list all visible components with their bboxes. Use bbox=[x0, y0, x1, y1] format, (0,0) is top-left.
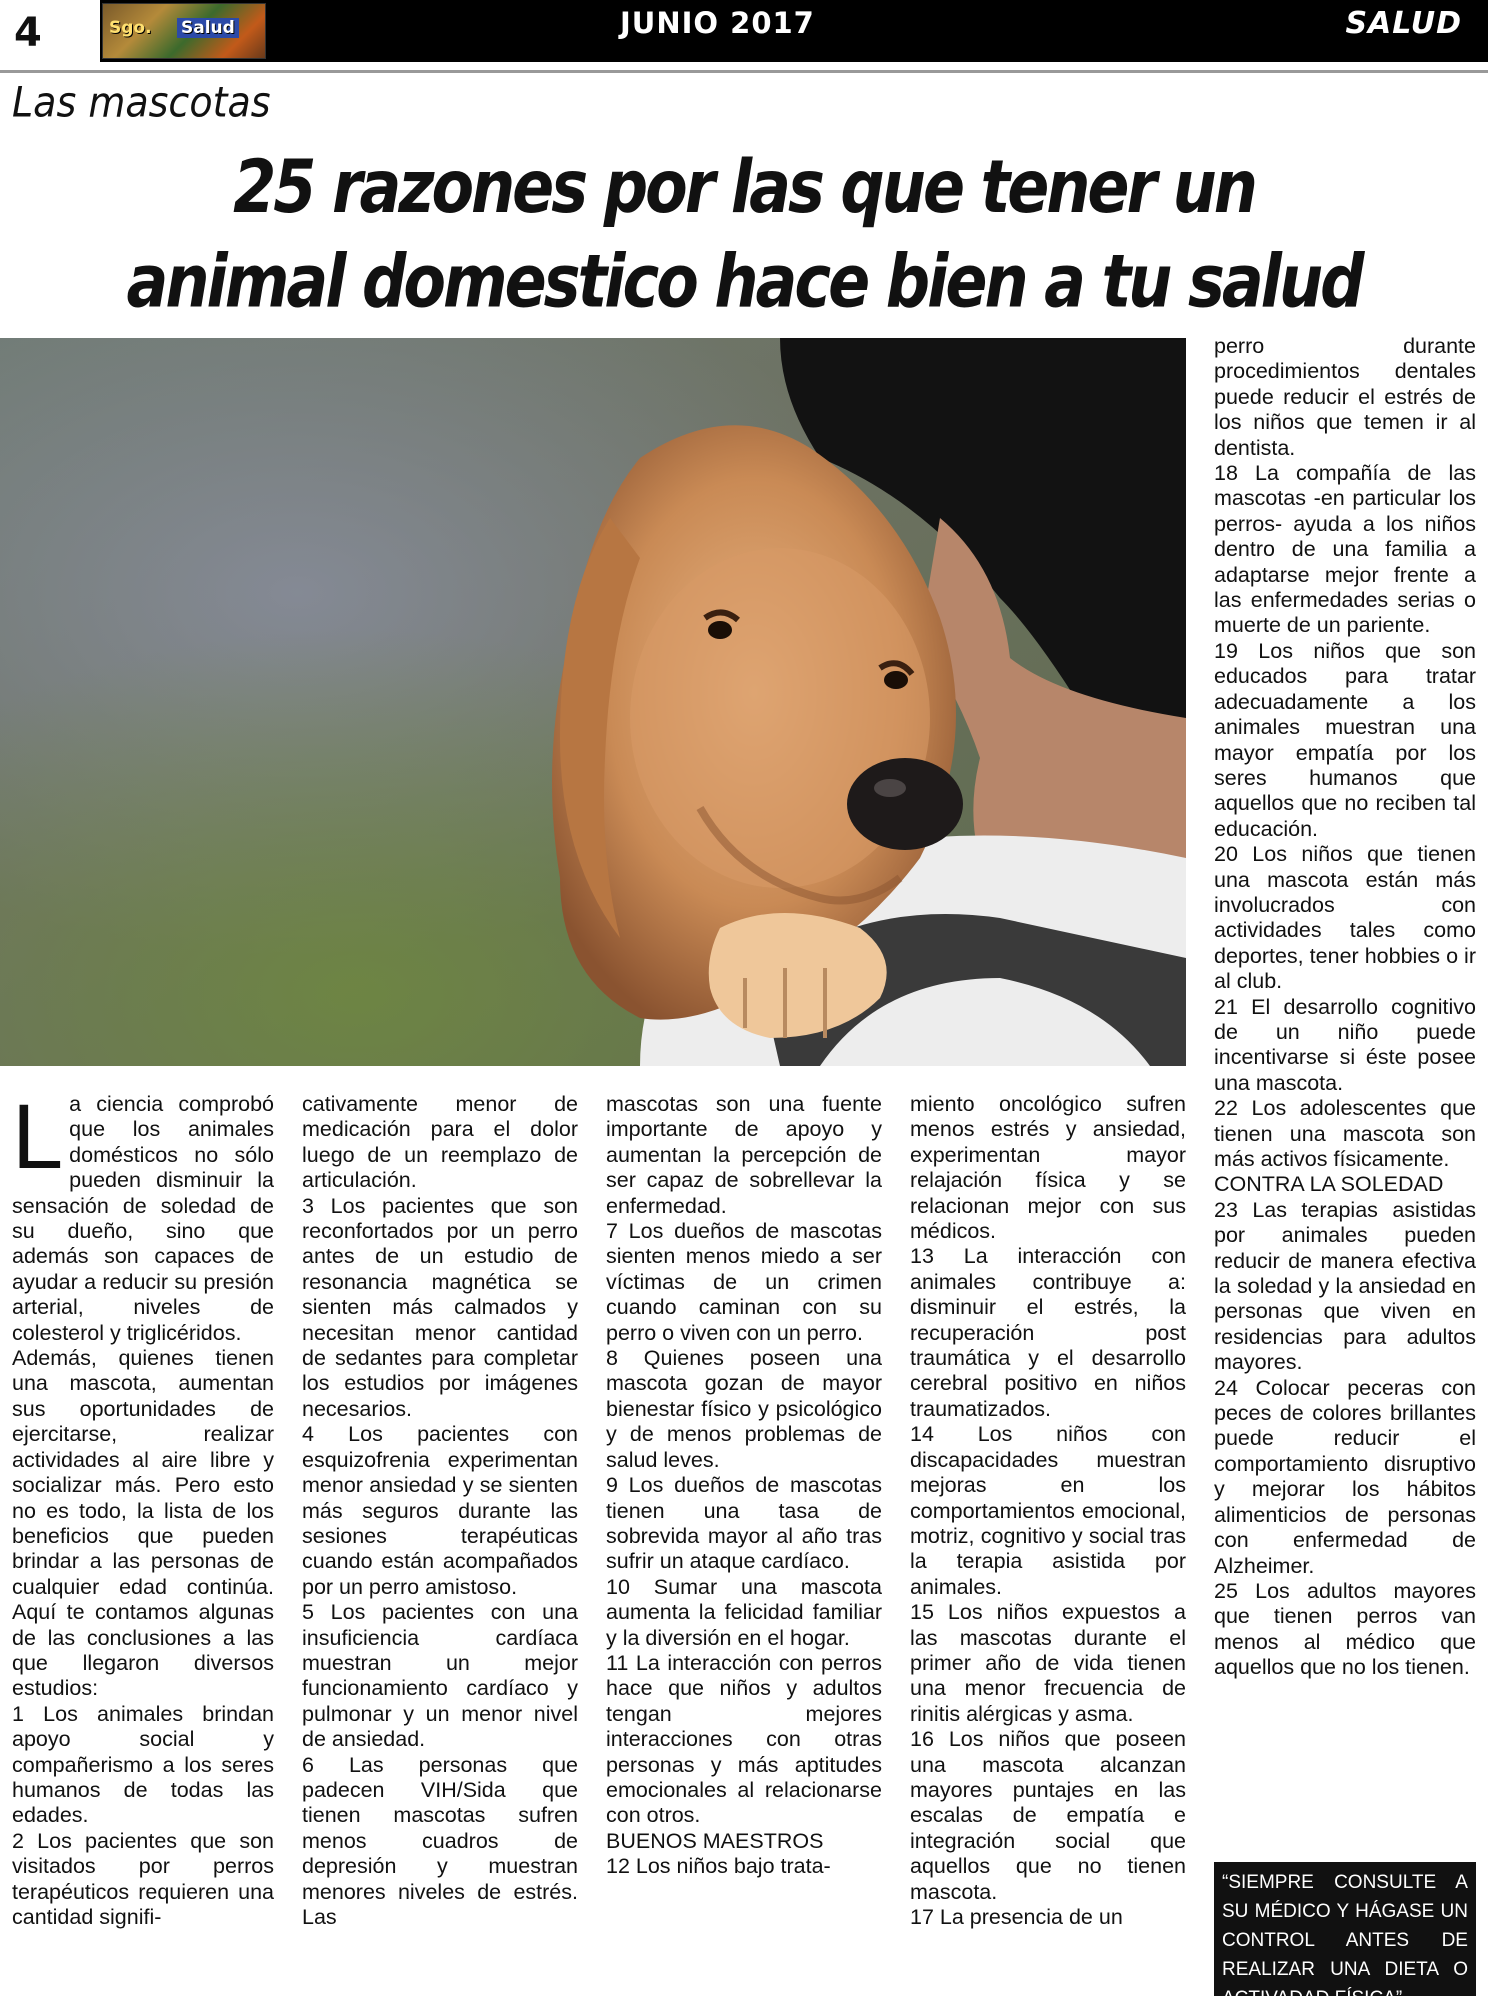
logo-text-salud: Salud bbox=[177, 18, 239, 38]
logo-text: Sgo. bbox=[109, 18, 152, 38]
article-column-5: perro durante procedimientos dentales puede reducir el estrés de los niños que temen ir al dentista. 18 La compañía de las mascotas -en particular los perros- ayuda a los niños dentro de una familia a adaptarse mejor frente a las enfermedades serias o muerte de un pariente. 19 Los niños que son educados para tratar adecuadamente a los animales muestran una mayor empatía por los seres humanos que aquellos que no reciben tal educación. 20 Los niños que tienen una mascota están más involucrados con actividades tales como deportes, tener hobbies o ir al club. 21 El desarrollo cognitivo de un niño puede incentivarse si éste posee una mascota. 22 Los adolescentes que tienen una mascota son más activos físicamente. CONTRA LA SOLEDAD 23 Las terapias asistidas por animales pueden reducir de manera efectiva la soledad y la ansiedad en personas que viven en residencias para adultos mayores. 24 Colocar peceras con peces de colores brillantes puede reducir el comportamiento disruptivo y mejorar los hábitos alimenticios de personas con enfermedad de Alzheimer. 25 Los adultos mayores que tienen perros van menos al médico que aquellos que no los tienen. bbox=[1214, 334, 1476, 1680]
issue-date: JUNIO 2017 bbox=[620, 6, 815, 40]
health-advice-box: “SIEMPRE CONSULTE A SU MÉDICO Y HÁGASE UN CONTROL ANTES DE REALIZAR UNA DIETA O ACTIVADAD FÍSICA” bbox=[1214, 1862, 1476, 1996]
drop-cap: L bbox=[12, 1086, 64, 1188]
article-column-3: mascotas son una fuente importante de apoyo y aumentan la percepción de ser capaz de sobrellevar la enfermedad. 7 Los dueños de mascotas sienten menos miedo a ser víctimas de un crimen cuando caminan con su perro o viven con un perro. 8 Quienes poseen una mascota gozan de mayor bienestar físico y psicológico y de menos problemas de salud leves. 9 Los dueños de mascotas tienen una tasa de sobrevida mayor al año tras sufrir un ataque cardíaco. 10 Sumar una mascota aumenta la felicidad familiar y la diversión en el hogar. 11 La interacción con perros hace que niños y adultos tengan mejores interacciones con otras personas y más aptitudes emocionales al relacionarse con otros. BUENOS MAESTROS 12 Los niños bajo trata- bbox=[606, 1092, 882, 1879]
article-title bbox=[0, 140, 1488, 329]
section-name: SALUD bbox=[1345, 6, 1462, 41]
golden-retriever-photo-illustration bbox=[0, 338, 1186, 1066]
article-column-1 bbox=[12, 1086, 274, 1930]
header-rule bbox=[0, 70, 1488, 73]
article-column-2: cativamente menor de medicación para el dolor luego de un reemplazo de articulación. 3 Los pacientes que son reconfortados por un perro antes de un estudio de resonancia magnética se sienten más calmados y necesitan menor cantidad de sedantes para completar los estudios por imágenes necesarios. 4 Los pacientes con esquizofrenia experimentan menor ansiedad y se sienten más seguros durante las sesiones terapéuticas cuando están acompañados por un perro amistoso. 5 Los pacientes con una insuficiencia cardíaca muestran un mejor funcionamiento cardíaco y pulmonar y un menor nivel de ansiedad. 6 Las personas que padecen VIH/Sida que tienen mascotas sufren menos cuadros de depresión y muestran menores niveles de estrés. Las bbox=[302, 1092, 578, 1929]
article-title-line2: animal domestico hace bien a tu salud bbox=[126, 237, 1362, 325]
article-title-line1: 25 razones por las que tener un bbox=[233, 143, 1255, 230]
article-column-4: miento oncológico sufren menos estrés y ansiedad, experimentan mayor relajación física y se relacionan mejor con sus médicos. 13 La interacción con animales contribuye a: disminuir el estrés, la recuperación post traumática y el desarrollo cerebral positivo en niños traumatizados. 14 Los niños con discapacidades muestran mejoras en los comportamientos emocional, motriz, cognitivo y social tras la terapia asistida por animales. 15 Los niños expuestos a las mascotas durante el primer año de vida tienen una menor frecuencia de rinitis alérgicas y asma. 16 Los niños que poseen una mascota alcanzan mayores puntajes en las escalas de empatía e integración social que aquellos que no tienen mascota. 17 La presencia de un bbox=[910, 1092, 1186, 1929]
column-1-text: a ciencia comprobó que los animales domésticos no sólo pueden disminuir la sensación de soledad de su dueño, sino que además son capaces de ayudar a reducir su presión arterial, niveles de colesterol y triglicéridos. Además, quienes tienen una mascota, aumentan sus oportunidades de ejercitarse, realizar actividades al aire libre y socializar más. Pero esto no es todo, la lista de los beneficios que pueden brindar a las personas de cualquier edad continúa. Aquí te contamos algunas de las conclusiones a las que llegaron diversos estudios: 1 Los animales brindan apoyo social y compañerismo a los seres humanos de todas las edades. 2 Los pacientes que son visitados por perros terapéuticos requieren una cantidad signifi- bbox=[12, 1092, 274, 1929]
page-number: 4 bbox=[0, 0, 100, 62]
dog-photo bbox=[0, 338, 1186, 1066]
logo bbox=[102, 3, 266, 59]
article-kicker: Las mascotas bbox=[12, 78, 271, 127]
